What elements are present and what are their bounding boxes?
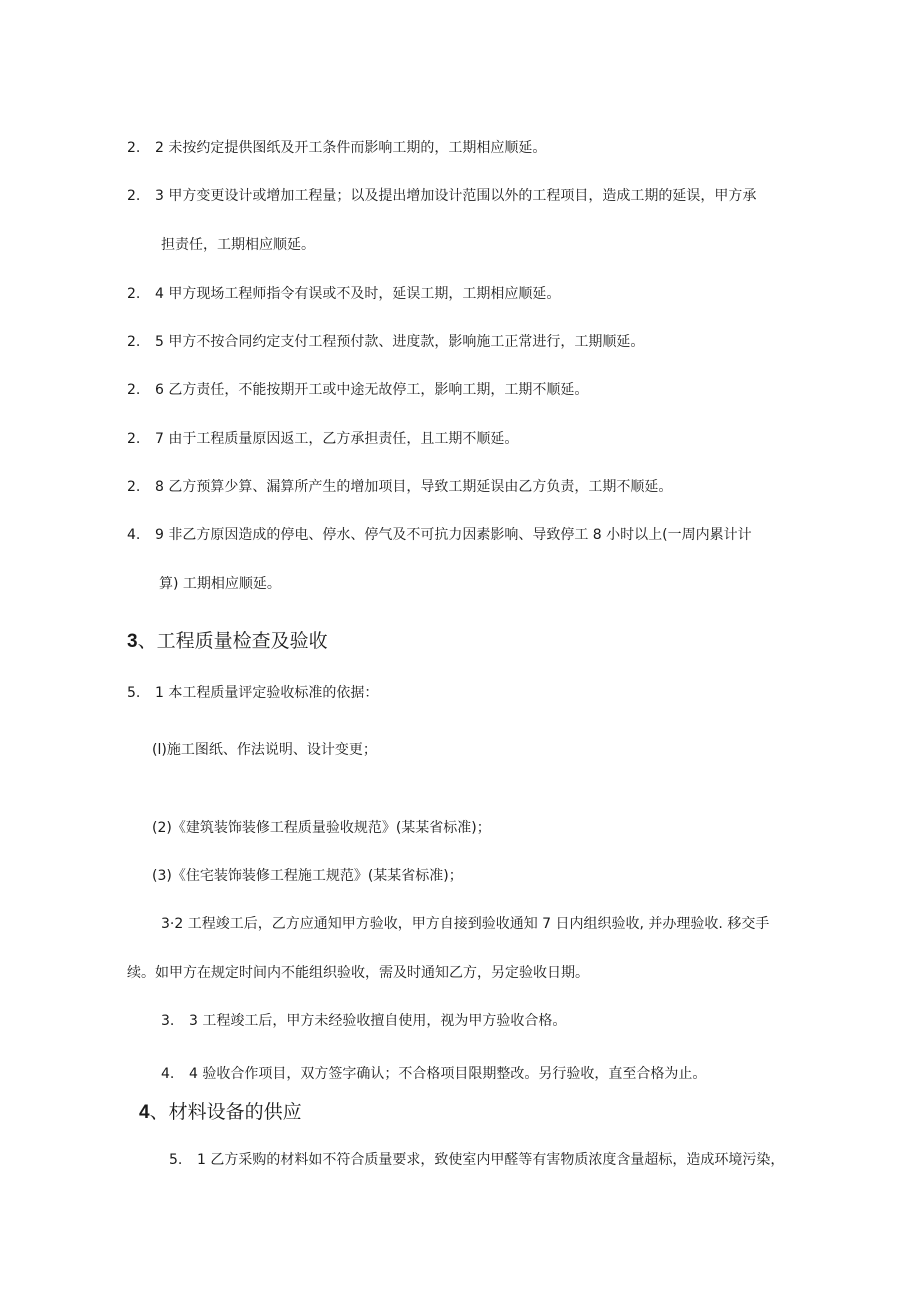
- section-title: 、材料设备的供应: [149, 1101, 302, 1123]
- clause-3-4: [161, 1064, 706, 1084]
- clause-number: 2.: [127, 431, 141, 447]
- clause-text: 续。如甲方在规定时间内不能组织验收，需及时通知乙方，另定验收日期。: [127, 965, 589, 981]
- section-title: 、工程质量检查及验收: [137, 630, 328, 652]
- clause-number: 2.: [127, 286, 141, 302]
- clause-4-1: [169, 1150, 784, 1170]
- clause-text: 9 非乙方原因造成的停电、停水、停气及不可抗力因素影响、导致停工 8 小时以上(一周内累计计: [155, 527, 752, 543]
- clause-text: 3 工程竣工后，甲方未经验收擅自使用，视为甲方验收合格。: [189, 1013, 567, 1029]
- section-number: 3: [127, 631, 138, 652]
- clause-3-2: [161, 914, 769, 934]
- clause-text: (l)施工图纸、作法说明、设计变更；: [152, 742, 377, 758]
- clause-number: 3.: [161, 1013, 175, 1029]
- standard-item-2: [152, 818, 491, 838]
- clause-text: (2)《建筑装饰装修工程质量验收规范》(某某省标准)；: [152, 820, 491, 836]
- clause-2-3: [127, 186, 756, 206]
- clause-2-9: [127, 525, 752, 545]
- clause-text: 4 甲方现场工程师指令有误或不及时，延误工期，工期相应顺延。: [155, 286, 561, 302]
- clause-3-1: [127, 683, 378, 703]
- clause-text: 1 本工程质量评定验收标准的依据：: [155, 685, 379, 701]
- clause-number: 2.: [127, 140, 141, 156]
- clause-3-2-continuation: [127, 963, 589, 983]
- clause-2-7: [127, 429, 518, 449]
- clause-number: 4.: [161, 1066, 175, 1082]
- clause-text: 2 未按约定提供图纸及开工条件而影响工期的，工期相应顺延。: [155, 140, 547, 156]
- section-3-heading: [127, 628, 328, 655]
- section-4-heading: [139, 1099, 302, 1126]
- clause-number: 2.: [127, 382, 141, 398]
- clause-2-5: [127, 332, 644, 352]
- clause-number: 5.: [169, 1152, 183, 1168]
- clause-text: 6 乙方责任，不能按期开工或中途无故停工，影响工期，工期不顺延。: [155, 382, 589, 398]
- clause-number: 2.: [127, 334, 141, 350]
- clause-text: 1 乙方采购的材料如不符合质量要求，致使室内甲醛等有害物质浓度含量超标，造成环境污染，: [197, 1152, 785, 1168]
- clause-text: 算) 工期相应顺延。: [159, 576, 281, 592]
- clause-number: 5.: [127, 685, 141, 701]
- clause-2-9-continuation: [159, 574, 281, 594]
- clause-number: 4.: [127, 527, 141, 543]
- clause-text: 3·2 工程竣工后，乙方应通知甲方验收，甲方自接到验收通知 7 日内组织验收, 并办理验收. 移交手: [161, 916, 770, 932]
- standard-item-1: [152, 740, 377, 760]
- standard-item-3: [152, 866, 463, 886]
- clause-text: (3)《住宅装饰装修工程施工规范》(某某省标准)；: [152, 868, 463, 884]
- clause-text: 担责任，工期相应顺延。: [161, 237, 315, 253]
- section-number: 4: [139, 1102, 150, 1123]
- clause-number: 2.: [127, 479, 141, 495]
- clause-3-3: [161, 1011, 566, 1031]
- clause-text: 3 甲方变更设计或增加工程量；以及提出增加设计范围以外的工程项目，造成工期的延误，甲方承: [155, 188, 757, 204]
- clause-2-8: [127, 477, 672, 497]
- clause-2-2: [127, 138, 546, 158]
- clause-2-3-continuation: [161, 235, 315, 255]
- clause-2-6: [127, 380, 588, 400]
- clause-text: 7 由于工程质量原因返工，乙方承担责任，且工期不顺延。: [155, 431, 519, 447]
- clause-2-4: [127, 284, 560, 304]
- clause-number: 2.: [127, 188, 141, 204]
- clause-text: 5 甲方不按合同约定支付工程预付款、进度款，影响施工正常进行，工期顺延。: [155, 334, 645, 350]
- clause-text: 8 乙方预算少算、漏算所产生的增加项目，导致工期延误由乙方负责，工期不顺延。: [155, 479, 673, 495]
- clause-text: 4 验收合作项目，双方签字确认；不合格项目限期整改。另行验收，直至合格为止。: [189, 1066, 707, 1082]
